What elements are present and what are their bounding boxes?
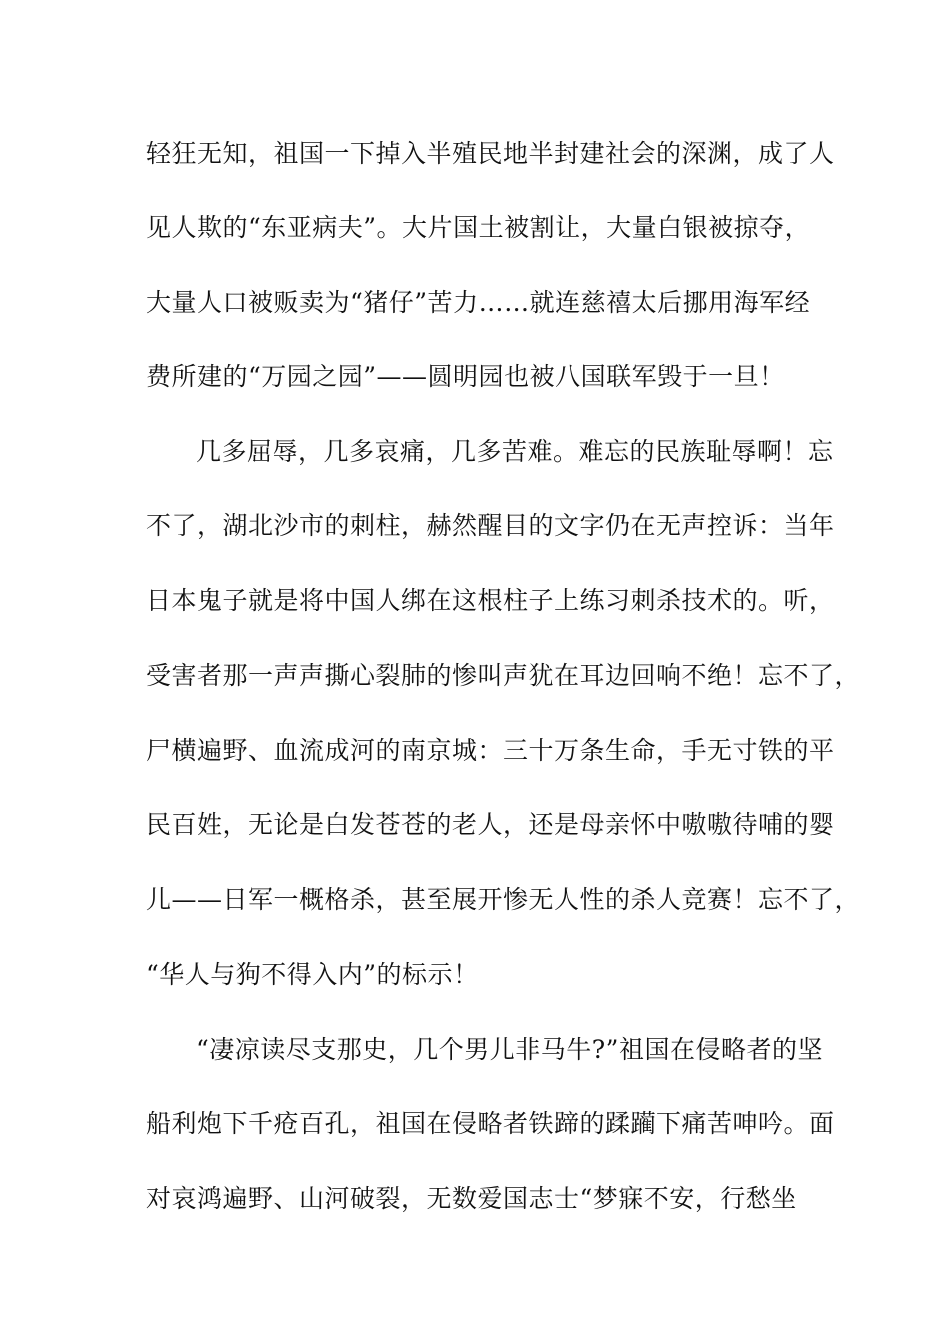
text-line: 见人欺的“东亚病夫”。大片国土被割让，大量白银被掠夺， [146, 213, 811, 242]
text-line: 尸横遍野、血流成河的南京城：三十万条生命，手无寸铁的平 [146, 736, 835, 765]
text-line: 儿——日军一概格杀，甚至展开惨无人性的杀人竞赛！忘不了， [146, 885, 861, 914]
text-line: 费所建的“万园之园”——圆明园也被八国联军毁于一旦！ [146, 362, 785, 391]
text-line: 船利炮下千疮百孔，祖国在侵略者铁蹄的蹂躏下痛苦呻吟。面 [146, 1109, 835, 1138]
text-line: 受害者那一声声撕心裂肺的惨叫声犹在耳边回响不绝！忘不了， [146, 661, 861, 690]
text-line: “华人与狗不得入内”的标示！ [146, 960, 479, 989]
text-line: 不了，湖北沙市的刺柱，赫然醒目的文字仍在无声控诉：当年 [146, 511, 835, 540]
text-line: 民百姓，无论是白发苍苍的老人，还是母亲怀中嗷嗷待哺的婴 [146, 810, 835, 839]
text-line: 几多屈辱，几多哀痛，几多苦难。难忘的民族耻辱啊！忘 [196, 437, 834, 466]
text-line: 轻狂无知，祖国一下掉入半殖民地半封建社会的深渊，成了人 [146, 139, 835, 168]
text-line: “凄凉读尽支那史，几个男儿非马牛?”祖国在侵略者的坚 [196, 1035, 823, 1064]
text-line: 对哀鸿遍野、山河破裂，无数爱国志士“梦寐不安，行愁坐 [146, 1184, 797, 1213]
text-line: 大量人口被贩卖为“猪仔”苦力……就连慈禧太后挪用海军经 [146, 288, 811, 317]
text-line: 日本鬼子就是将中国人绑在这根柱子上练习刺杀技术的。听， [146, 586, 835, 615]
